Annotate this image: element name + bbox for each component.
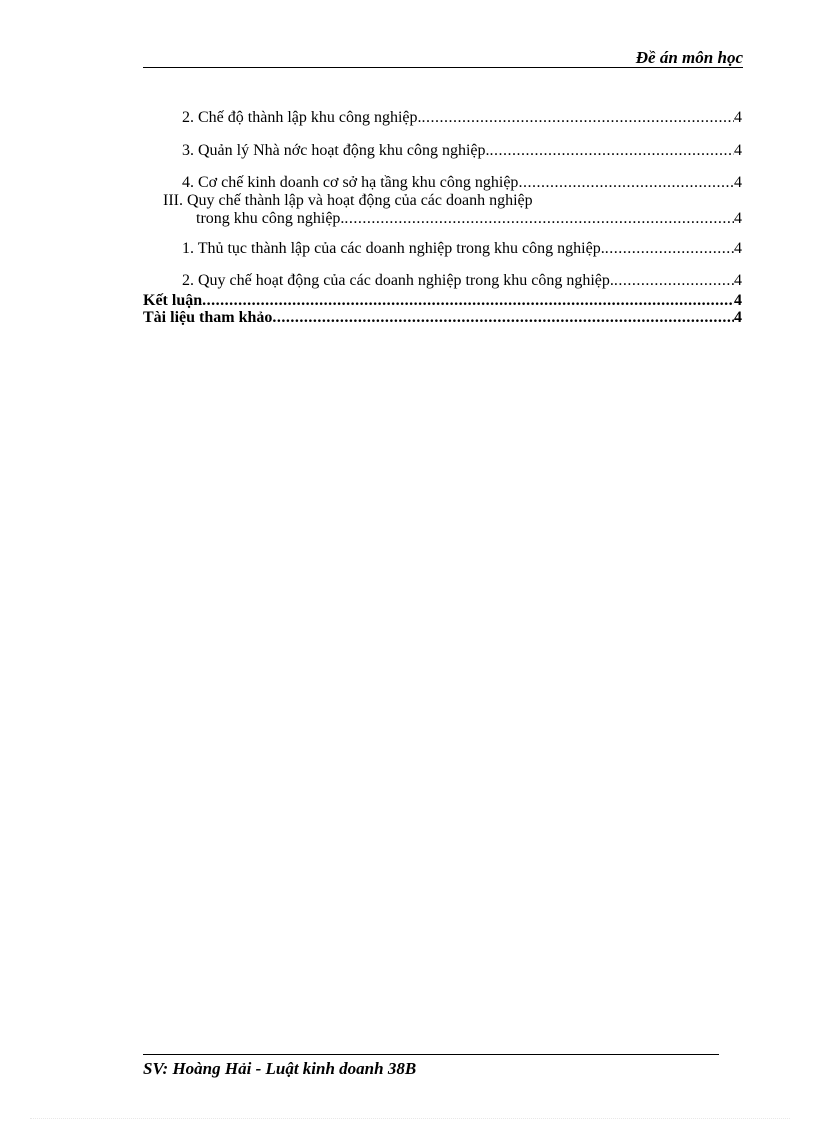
toc-entry[interactable]: [182, 142, 742, 160]
toc-page-number: 4: [734, 142, 742, 159]
toc-entry-text: 1. Thủ tục thành lập của các doanh nghiệp trong khu công nghiệp.: [182, 240, 605, 257]
toc-page-number: 4: [734, 109, 742, 126]
toc-page-number: 4: [734, 174, 742, 191]
toc-leader-dots: [422, 109, 734, 127]
toc-entry-text: Tài liệu tham khảo: [143, 309, 273, 326]
toc-section-heading[interactable]: III. Quy chế thành lập và hoạt động của các doanh nghiệp: [163, 192, 533, 209]
toc-leader-dots: [614, 272, 734, 290]
toc-entry-text: Kết luận: [143, 292, 203, 309]
page-header: [143, 48, 743, 68]
toc-entry[interactable]: [182, 240, 742, 258]
toc-entry-text: 3. Quản lý Nhà nớc hoạt động khu công nghiệp.: [182, 142, 490, 159]
toc-leader-dots: [605, 240, 734, 258]
toc-leader-dots: [272, 309, 734, 327]
toc-page-number: 4: [734, 240, 742, 257]
toc-entry[interactable]: [182, 272, 742, 290]
toc-entry-references[interactable]: [143, 309, 742, 327]
toc-leader-dots: [518, 174, 734, 192]
toc-leader-dots: [344, 210, 734, 228]
toc-entry[interactable]: [182, 174, 742, 192]
toc-entry-text: 2. Chế độ thành lập khu công nghiệp.: [182, 109, 422, 126]
toc-leader-dots: [202, 292, 734, 310]
toc-page-number: 4: [734, 210, 742, 227]
toc-page-number: 4: [734, 309, 742, 326]
toc-entry[interactable]: [182, 109, 742, 127]
page-footer: SV: Hoàng Hải - Luật kinh doanh 38B: [143, 1059, 417, 1078]
document-title: Đề án môn học: [635, 48, 743, 67]
toc-page-number: 4: [734, 292, 742, 309]
toc-page-number: 4: [734, 272, 742, 289]
toc-entry-conclusion[interactable]: [143, 292, 742, 310]
toc-entry-text: 2. Quy chế hoạt động của các doanh nghiệp trong khu công nghiệp.: [182, 272, 614, 289]
footer-divider: [143, 1054, 719, 1055]
toc-entry-text: 4. Cơ chế kinh doanh cơ sở hạ tầng khu công nghiệp: [182, 174, 519, 191]
page-bottom-edge: [30, 1118, 790, 1119]
toc-entry-text: trong khu công nghiệp.: [196, 210, 345, 227]
toc-leader-dots: [490, 142, 734, 160]
toc-entry[interactable]: [196, 210, 742, 228]
